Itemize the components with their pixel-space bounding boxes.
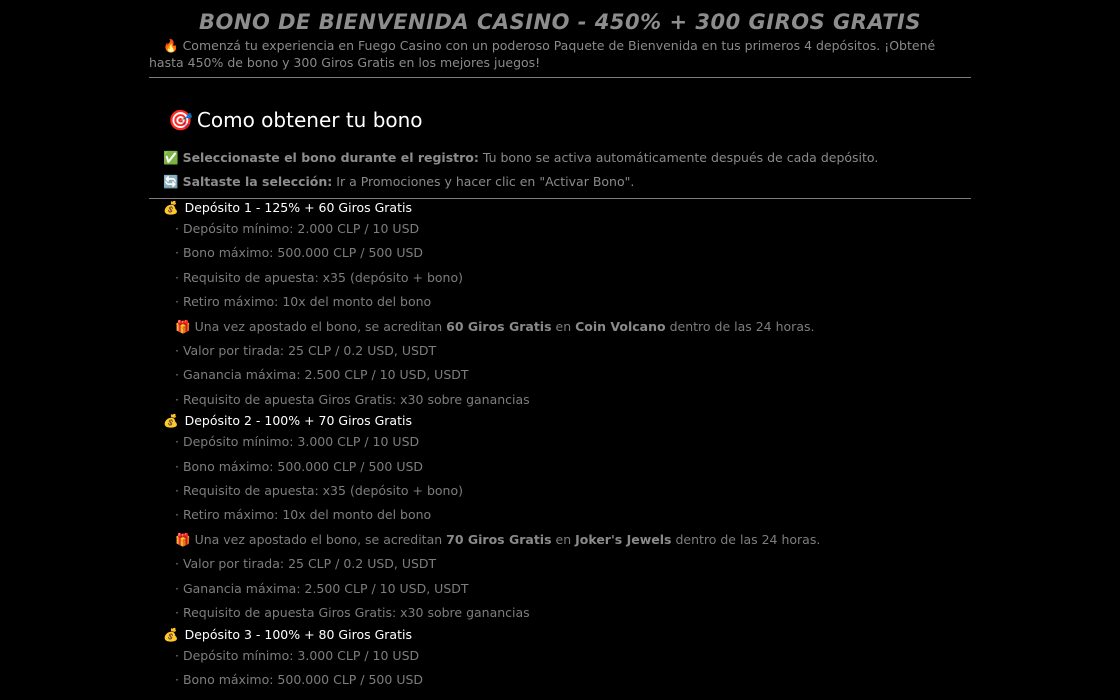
spins-text: en [551,531,576,547]
spins-text: dentro de las 24 horas. [665,318,815,334]
money-bag-icon: 💰 [163,626,179,642]
how-item-text: Ir a Promociones y hacer clic en "Activar Bono". [332,174,635,189]
how-item-skipped [163,170,971,194]
deposit-title: Depósito 2 - 100% + 70 Giros Gratis [184,413,412,429]
free-spins-note [175,315,971,339]
how-item-text: Tu bono se activa automáticamente después de cada depósito. [478,150,879,165]
fire-icon: 🔥 [163,38,179,53]
min-deposit: · Depósito mínimo: 3.000 CLP / 10 USD [175,647,420,663]
max-bonus: · Bono máximo: 500.000 CLP / 500 USD [175,245,424,261]
deposit-1-details [175,217,971,412]
spin-value: · Valor por tirada: 25 CLP / 0.2 USD, USDT [175,556,437,572]
bonus-article [149,0,971,692]
target-icon: 🎯 [168,108,193,132]
spins-text: Una vez apostado el bono, se acreditan [194,531,447,547]
spins-wager: · Requisito de apuesta Giros Gratis: x30 sobre ganancias [175,391,530,407]
refresh-icon: 🔄 [163,174,179,189]
free-spins-note [175,528,971,552]
deposit-3-heading [163,626,971,644]
section-heading [168,107,971,133]
page-title: BONO DE BIENVENIDA CASINO - 450% + 300 GIROS GRATIS [199,10,921,34]
max-withdraw: · Retiro máximo: 10x del monto del bono [175,294,432,310]
spins-game: Coin Volcano [575,318,666,334]
deposit-title: Depósito 1 - 125% + 60 Giros Gratis [184,200,412,215]
how-item-bold: Seleccionaste el bono durante el registro: [182,150,479,165]
spins-wager: · Requisito de apuesta Giros Gratis: x30 sobre ganancias [175,605,530,621]
money-bag-icon: 💰 [163,200,179,215]
gift-icon: 🎁 [175,318,191,334]
spins-game: Joker's Jewels [575,531,672,547]
wager-requirement: · Requisito de apuesta: x35 (depósito + bono) [175,269,464,285]
deposit-3-details [175,644,971,693]
max-bonus: · Bono máximo: 500.000 CLP / 500 USD [175,671,424,687]
deposit-title: Depósito 3 - 100% + 80 Giros Gratis [184,626,412,642]
min-deposit: · Depósito mínimo: 3.000 CLP / 10 USD [175,434,420,450]
how-item-registration [163,146,971,170]
intro-paragraph [149,37,971,71]
section-heading-text: Como obtener tu bono [196,108,423,132]
spins-text: Una vez apostado el bono, se acreditan [194,318,447,334]
divider [149,77,971,78]
min-deposit: · Depósito mínimo: 2.000 CLP / 10 USD [175,221,420,236]
wager-requirement: · Requisito de apuesta: x35 (depósito + bono) [175,483,464,499]
max-withdraw: · Retiro máximo: 10x del monto del bono [175,507,432,523]
how-item-bold: Saltaste la selección: [182,174,333,189]
deposit-2-details [175,430,971,625]
check-icon: ✅ [163,150,179,165]
deposit-2-heading [163,412,971,430]
spins-text: dentro de las 24 horas. [671,531,821,547]
spin-value: · Valor por tirada: 25 CLP / 0.2 USD, USDT [175,343,437,359]
intro-text: Comenzá tu experiencia en Fuego Casino con un poderoso Paquete de Bienvenida en tus primeros 4 depósitos. ¡Obtené hasta 450% de bono y 300 Giros Gratis en los mejores juegos! [149,38,936,70]
max-win: · Ganancia máxima: 2.500 CLP / 10 USD, USDT [175,580,469,596]
max-win: · Ganancia máxima: 2.500 CLP / 10 USD, USDT [175,367,469,383]
gift-icon: 🎁 [175,531,191,547]
spins-count: 60 Giros Gratis [446,318,552,334]
deposit-1-heading [163,199,971,217]
how-to-list [163,146,971,194]
max-bonus: · Bono máximo: 500.000 CLP / 500 USD [175,458,424,474]
spins-count: 70 Giros Gratis [446,531,552,547]
spins-text: en [551,318,576,334]
money-bag-icon: 💰 [163,413,179,429]
